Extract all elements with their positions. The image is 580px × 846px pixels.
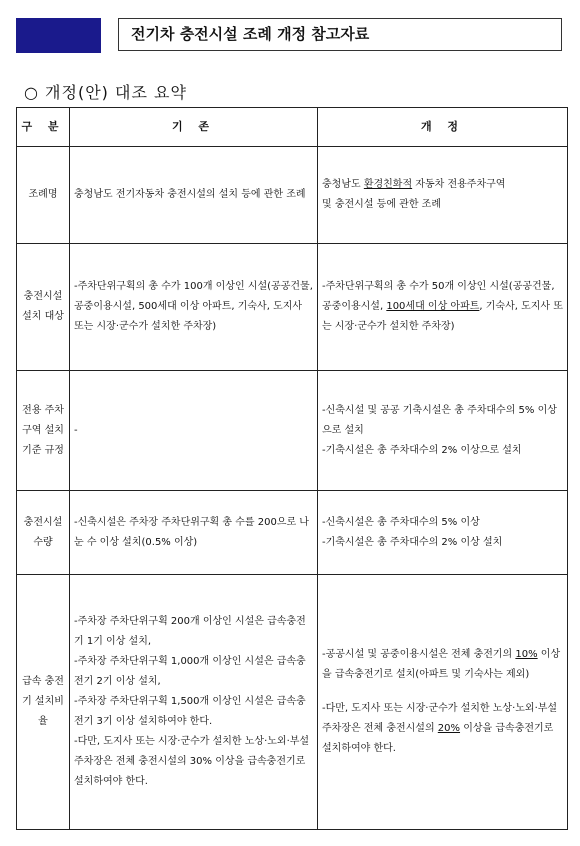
existing-text: -다만, 도지사 또는 시장·군수가 설치한 노상·노외·부설주차장은 전체 충전시설의 30% 이상을 급속충전기로 설치하여야 한다. <box>74 736 310 787</box>
existing-cell <box>70 244 318 371</box>
header-revised: 개 정 <box>318 108 568 147</box>
text-span: -주차단위구획의 총 수가 50개 이상인 시설(공공건물, 공중이용시설, <box>322 281 555 312</box>
text-span: -공공시설 및 공중이용시설은 전체 충전기의 <box>322 649 516 660</box>
revised-cell <box>318 244 568 371</box>
revised-text: -기축시설은 총 주차대수의 2% 이상으로 설치 <box>322 444 522 456</box>
header-accent-block <box>16 18 101 53</box>
row-category: 전용 주차구역 설치기준 규정 <box>17 371 70 491</box>
table-row <box>17 491 568 575</box>
header-category: 구 분 <box>17 108 70 147</box>
spacer <box>322 685 563 699</box>
comparison-table <box>16 107 568 830</box>
existing-text: -주차단위구획의 총 수가 100개 이상인 시설(공공건물, 공중이용시설, 500세대 이상 아파트, 기숙사, 도지사 또는 시장·군수가 설치한 주차장) <box>74 281 313 332</box>
document-title: 전기차 충전시설 조례 개정 참고자료 <box>118 18 562 51</box>
revised-text: -신축시설 및 공공 기축시설은 총 주차대수의 5% 이상으로 설치 <box>322 404 557 436</box>
existing-cell <box>70 491 318 575</box>
text-span: -다만, 도지사 또는 시장·군수가 설치한 노상·노외·부설주차장은 전체 충전시설의 <box>322 703 558 734</box>
existing-text: -주차장 주차단위구획 200개 이상인 시설은 급속충전기 1기 이상 설치, <box>74 616 306 647</box>
text-span: 충청남도 <box>322 179 364 190</box>
underlined-text: 환경친화적 <box>363 179 413 190</box>
row-category: 조례명 <box>17 147 70 244</box>
revised-text: -기축시설은 총 주차대수의 2% 이상 설치 <box>322 536 503 548</box>
existing-text: -주차장 주차단위구획 1,500개 이상인 시설은 급속충전기 3기 이상 설치하여야 한다. <box>74 696 306 727</box>
section-heading: ○ 개정(안) 대조 요약 <box>24 83 187 102</box>
existing-text: -주차장 주차단위구획 1,000개 이상인 시설은 급속충전기 2기 이상 설치, <box>74 656 306 687</box>
existing-text: 충청남도 전기자동차 충전시설의 설치 등에 관한 조례 <box>74 189 306 200</box>
existing-cell <box>70 575 318 830</box>
existing-cell <box>70 371 318 491</box>
revised-cell <box>318 147 568 244</box>
revised-cell <box>318 491 568 575</box>
revised-cell <box>318 371 568 491</box>
underlined-text: 100세대 이상 아파트 <box>386 301 480 312</box>
existing-text: - <box>74 424 78 436</box>
text-span: , 기숙사, 도지사 또는 시장·군수가 설치한 주차장) <box>322 301 563 332</box>
underlined-text: 20% <box>437 723 461 734</box>
table-row <box>17 371 568 491</box>
revised-text <box>322 175 563 195</box>
revised-text: 및 충전시설 등에 관한 조례 <box>322 199 441 210</box>
text-span: 이상을 급속충전기로 설치(아파트 및 기숙사는 제외) <box>322 649 561 680</box>
text-span: 자동차 전용주차구역 <box>412 179 506 190</box>
revised-text <box>322 277 563 337</box>
row-category: 급속 충전기 설치비율 <box>17 575 70 830</box>
table-row <box>17 575 568 830</box>
revised-text: -신축시설은 총 주차대수의 5% 이상 <box>322 516 480 528</box>
revised-text <box>322 645 563 685</box>
existing-cell <box>70 147 318 244</box>
table-header-row <box>17 108 568 147</box>
underlined-text: 10% <box>515 649 538 660</box>
revised-cell <box>318 575 568 830</box>
text-span: 이상을 급속충전기로 설치하여야 한다. <box>322 723 554 754</box>
table-row <box>17 147 568 244</box>
existing-text: -신축시설은 주차장 주차단위구획 총 수를 200으로 나눈 수 이상 설치(0.5% 이상) <box>74 516 309 548</box>
row-category: 충전시설 수량 <box>17 491 70 575</box>
header-existing: 기 존 <box>70 108 318 147</box>
table-row <box>17 244 568 371</box>
row-category: 충전시설 설치 대상 <box>17 244 70 371</box>
revised-text <box>322 699 563 759</box>
